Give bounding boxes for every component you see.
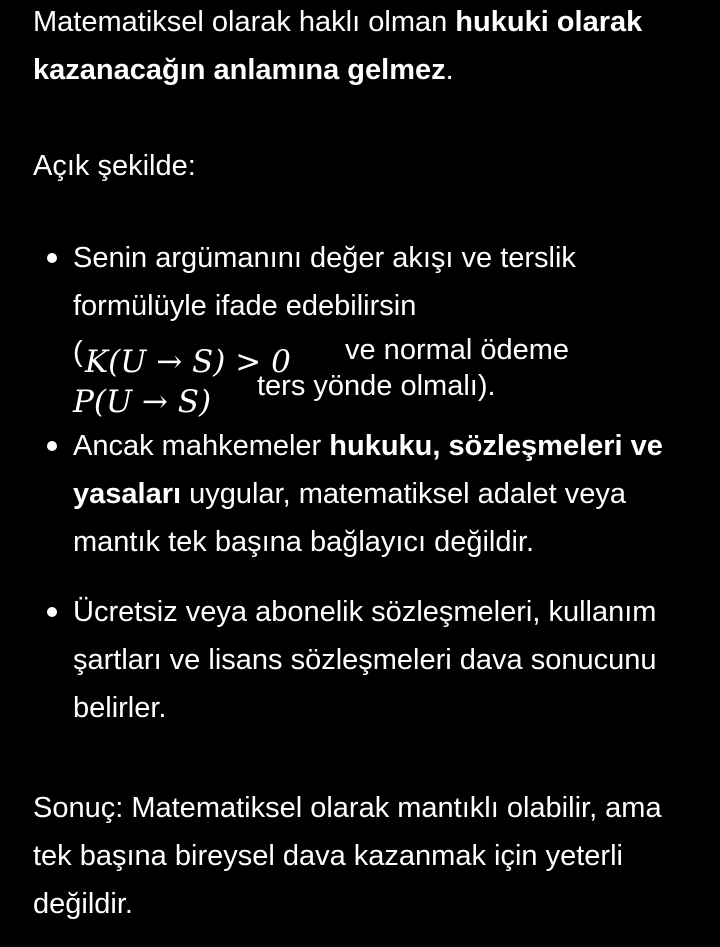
bullet-text: uygular, matematiksel adalet veya mantık tek başına bağlayıcı değildir. (73, 478, 626, 558)
paren-open: ( (73, 336, 83, 368)
bullet-item-formula (33, 234, 693, 422)
bullet-dot-icon (47, 253, 57, 263)
bullet-item-contracts (33, 588, 693, 732)
bullet-text: Ancak mahkemeler (73, 430, 330, 462)
formula-block (73, 330, 693, 422)
intro-paragraph (33, 0, 693, 94)
formula-p: P(U → S) (73, 384, 212, 420)
bullet-list (33, 234, 693, 732)
intro-period: . (445, 54, 454, 86)
bullet-text: ve normal ödeme (345, 334, 570, 366)
conclusion-paragraph: Sonuç: Matematiksel olarak mantıklı olabilir, ama tek başına bireysel dava kazanmak için yeterli değildir. (33, 792, 662, 920)
intro-text: Matematiksel olarak haklı olman (33, 6, 456, 38)
bullet-dot-icon (47, 441, 57, 451)
bullet-dot-icon (47, 607, 57, 617)
bullet-text: Ücretsiz veya abonelik sözleşmeleri, kullanım şartları ve lisans sözleşmeleri dava sonucunu belirler. (73, 596, 657, 724)
bullet-bold-text: hukuku, sözleşmeleri ve yasaları (73, 430, 663, 510)
bullet-text: ters yönde olmalı). (257, 370, 496, 402)
bullet-text: Senin argümanını değer akışı ve terslik formülüyle ifade edebilirsin (73, 242, 576, 322)
assistant-message (33, 0, 693, 928)
intro-bold-text: hukuki olarak kazanacağın anlamına gelmez (33, 6, 643, 86)
lead-paragraph: Açık şekilde: (33, 150, 196, 182)
bullet-item-courts (33, 422, 693, 566)
formula-k: K(U → S) > 0 (85, 344, 291, 380)
